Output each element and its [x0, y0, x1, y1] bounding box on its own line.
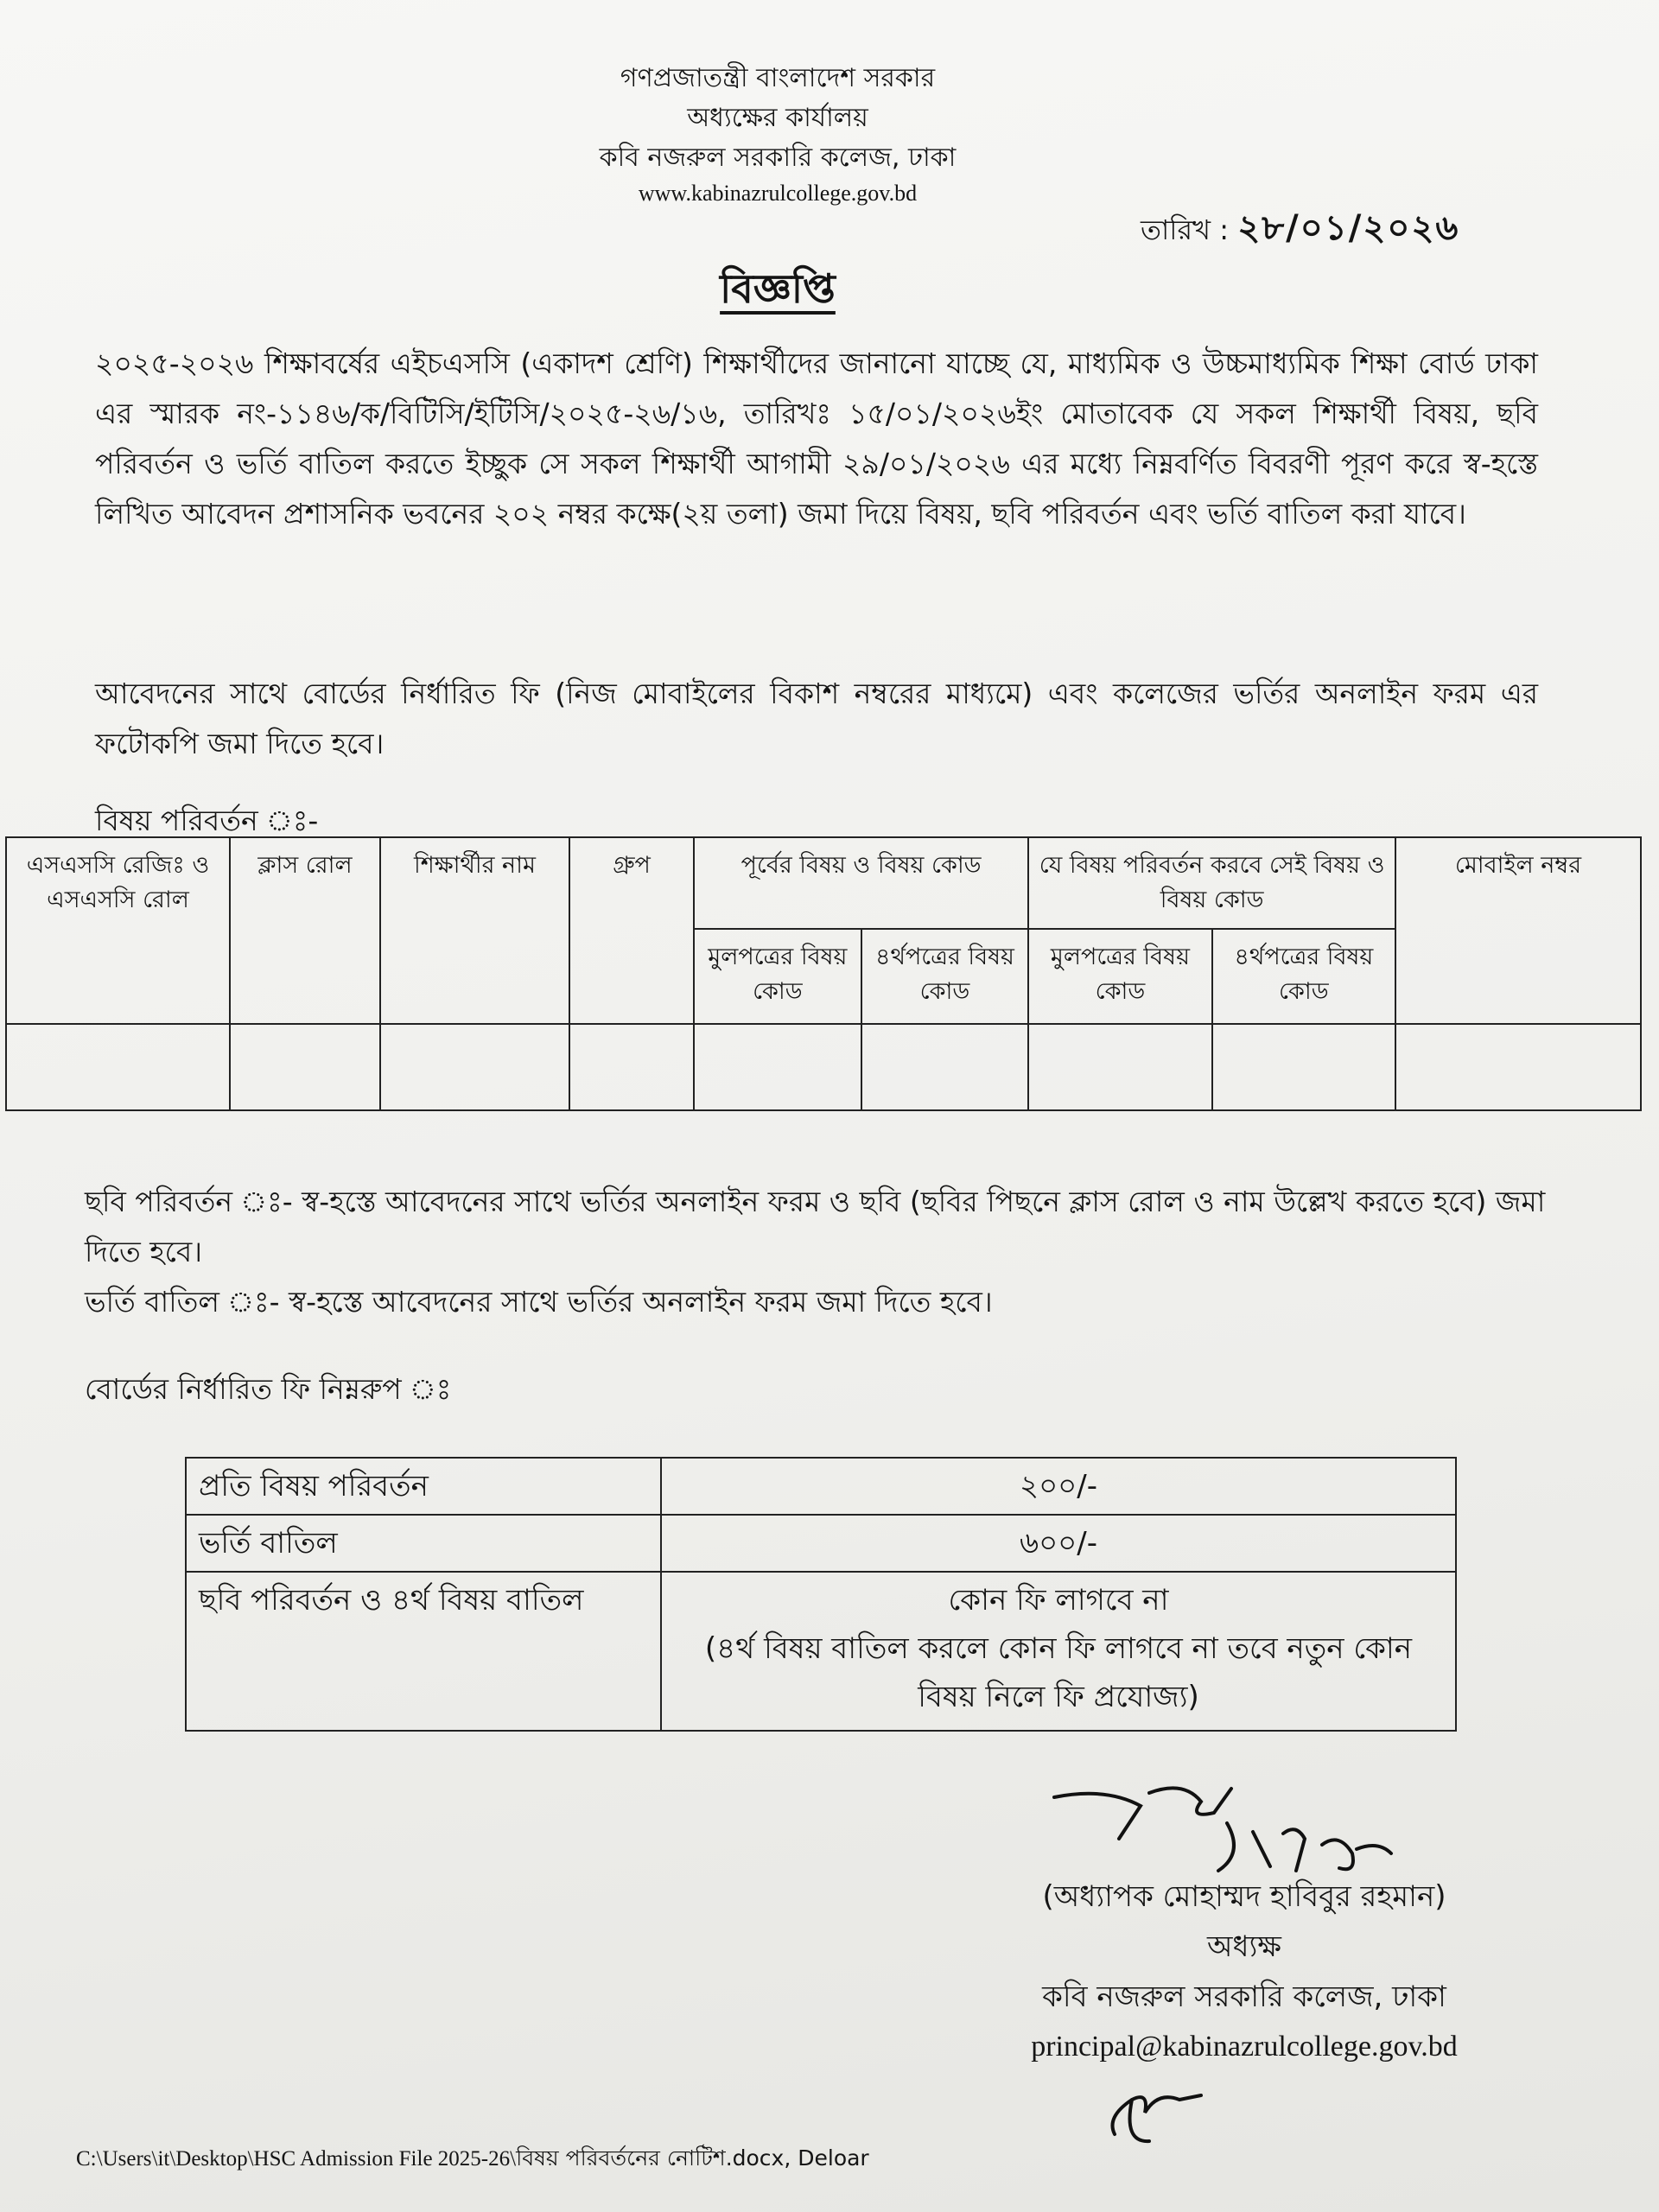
th-previous-subject: পূর্বের বিষয় ও বিষয় কোড [694, 837, 1028, 929]
office-line: অধ্যক্ষের কার্যালয় [687, 103, 868, 133]
th-new-main-code: মুলপত্রের বিষয় কোড [1028, 929, 1211, 1024]
file-path-footer [76, 2141, 869, 2178]
fee-value-main: কোন ফি লাগবে না [948, 1583, 1169, 1618]
table-cell[interactable] [1212, 1024, 1395, 1110]
th-prev-fourth-code: ৪র্থপত্রের বিষয় কোড [861, 929, 1029, 1024]
signature-block [933, 1872, 1555, 2072]
table-row [186, 1515, 1456, 1572]
admission-cancel-text: ভর্তি বাতিল ঃ- স্ব-হস্তে আবেদনের সাথে ভর্তির অনলাইন ফরম জমা দিতে হবে। [85, 1285, 993, 1319]
fees-table [185, 1457, 1457, 1732]
fee-item: ভর্তি বাতিল [186, 1515, 661, 1572]
fees-label: বোর্ডের নির্ধারিত ফি নিম্নরুপ ঃ [85, 1372, 452, 1406]
table-cell[interactable] [6, 1024, 230, 1110]
th-new-fourth-code: ৪র্থপত্রের বিষয় কোড [1212, 929, 1395, 1024]
signatory-name: (অধ্যাপক মোহাম্মদ হাবিবুর রহমান) [1042, 1879, 1446, 1914]
table-cell[interactable] [380, 1024, 569, 1110]
table-cell[interactable] [230, 1024, 380, 1110]
initials-scribble [1097, 2074, 1236, 2152]
table-row [6, 1024, 1641, 1110]
fee-item: প্রতি বিষয় পরিবর্তন [186, 1458, 661, 1515]
th-ssc-roll: এসএসসি রেজিঃ ও এসএসসি রোল [6, 837, 230, 1024]
govt-line: গণপ্রজাতন্ত্রী বাংলাদেশ সরকার [620, 63, 936, 93]
table-row [186, 1458, 1456, 1515]
fee-value: ৬০০/- [661, 1515, 1456, 1572]
notice-title: বিজ্ঞপ্তি [720, 265, 836, 312]
footer-file: বিষয় পরিবর্তনের নোটিশ.docx, Deloar [516, 2145, 869, 2171]
fee-value-note: (৪র্থ বিষয় বাতিল করলে কোন ফি লাগবে না তবে নতুন কোন বিষয় নিলে ফি প্রযোজ্য) [704, 1631, 1413, 1714]
th-mobile: মোবাইল নম্বর [1395, 837, 1641, 1024]
body-paragraph-2: আবেদনের সাথে বোর্ডের নির্ধারিত ফি (নিজ মোবাইলের বিকাশ নম্বরের মাধ্যমে) এবং কলেজের ভর্তির অনলাইন ফরম এর ফটোকপি জমা দিতে হবে। [95, 677, 1538, 760]
notice-date [1141, 200, 1459, 258]
table-cell[interactable] [1395, 1024, 1641, 1110]
signatory-institution: কবি নজরুল সরকারি কলেজ, ঢাকা [1042, 1980, 1446, 2014]
table-row [186, 1572, 1456, 1731]
date-label: তারিখ : [1141, 213, 1230, 246]
footer-path: C:\Users\it\Desktop\HSC Admission File 2025-26\ [76, 2147, 517, 2171]
th-class-roll: ক্লাস রোল [230, 837, 380, 1024]
body-paragraph-1: ২০২৫-২০২৬ শিক্ষাবর্ষের এইচএসসি (একাদশ শ্রেণি) শিক্ষার্থীদের জানানো যাচ্ছে যে, মাধ্যমিক ও উচ্চমাধ্যমিক শিক্ষা বোর্ড ঢাকা এর স্মারক নং-১১৪৬/ক/বিটিসি/ইটিসি/২০২৫-২৬/১৬, তারিখঃ ১৫/০১/২০২৬ইং মোতাবেক যে সকল শিক্ষার্থী বিষয়, ছবি পরিবর্তন ও ভর্তি বাতিল করতে ইচ্ছুক সে সকল শিক্ষার্থী আগামী ২৯/০১/২০২৬ এর মধ্যে নিম্নবর্ণিত বিবরণী পূরণ করে স্ব-হস্তে লিখিত আবেদন প্রশাসনিক ভবনের ২০২ নম্বর কক্ষে(২য় তলা) জমা দিয়ে বিষয়, ছবি পরিবর্তন এবং ভর্তি বাতিল করা যাবে। [95, 346, 1538, 531]
fee-item: ছবি পরিবর্তন ও ৪র্থ বিষয় বাতিল [186, 1572, 661, 1731]
signatory-email[interactable]: principal@kabinazrulcollege.gov.bd [1031, 2031, 1458, 2063]
table-cell[interactable] [694, 1024, 861, 1110]
table-cell[interactable] [861, 1024, 1029, 1110]
table-cell[interactable] [569, 1024, 694, 1110]
fee-value [661, 1572, 1456, 1731]
th-group: গ্রুপ [569, 837, 694, 1024]
college-website[interactable]: www.kabinazrulcollege.gov.bd [638, 181, 918, 206]
fee-value: ২০০/- [661, 1458, 1456, 1515]
date-value: ২৮/০১/২০২৬ [1237, 208, 1460, 248]
signatory-designation: অধ্যক্ষ [1207, 1929, 1281, 1964]
th-new-subject: যে বিষয় পরিবর্তন করবে সেই বিষয় ও বিষয় কোড [1028, 837, 1395, 929]
table-cell[interactable] [1028, 1024, 1211, 1110]
photo-change-text: ছবি পরিবর্তন ঃ- স্ব-হস্তে আবেদনের সাথে ভর্তির অনলাইন ফরম ও ছবি (ছবির পিছনে ক্লাস রোল ও নাম উল্লেখ করতে হবে) জমা দিতে হবে। [85, 1185, 1546, 1268]
letterhead [0, 59, 1555, 209]
th-prev-main-code: মুলপত্রের বিষয় কোড [694, 929, 861, 1024]
subject-change-table [5, 836, 1642, 1111]
th-student-name: শিক্ষার্থীর নাম [380, 837, 569, 1024]
subject-change-label: বিষয় পরিবর্তন ঃ- [95, 804, 319, 837]
college-line: কবি নজরুল সরকারি কলেজ, ঢাকা [599, 143, 957, 173]
